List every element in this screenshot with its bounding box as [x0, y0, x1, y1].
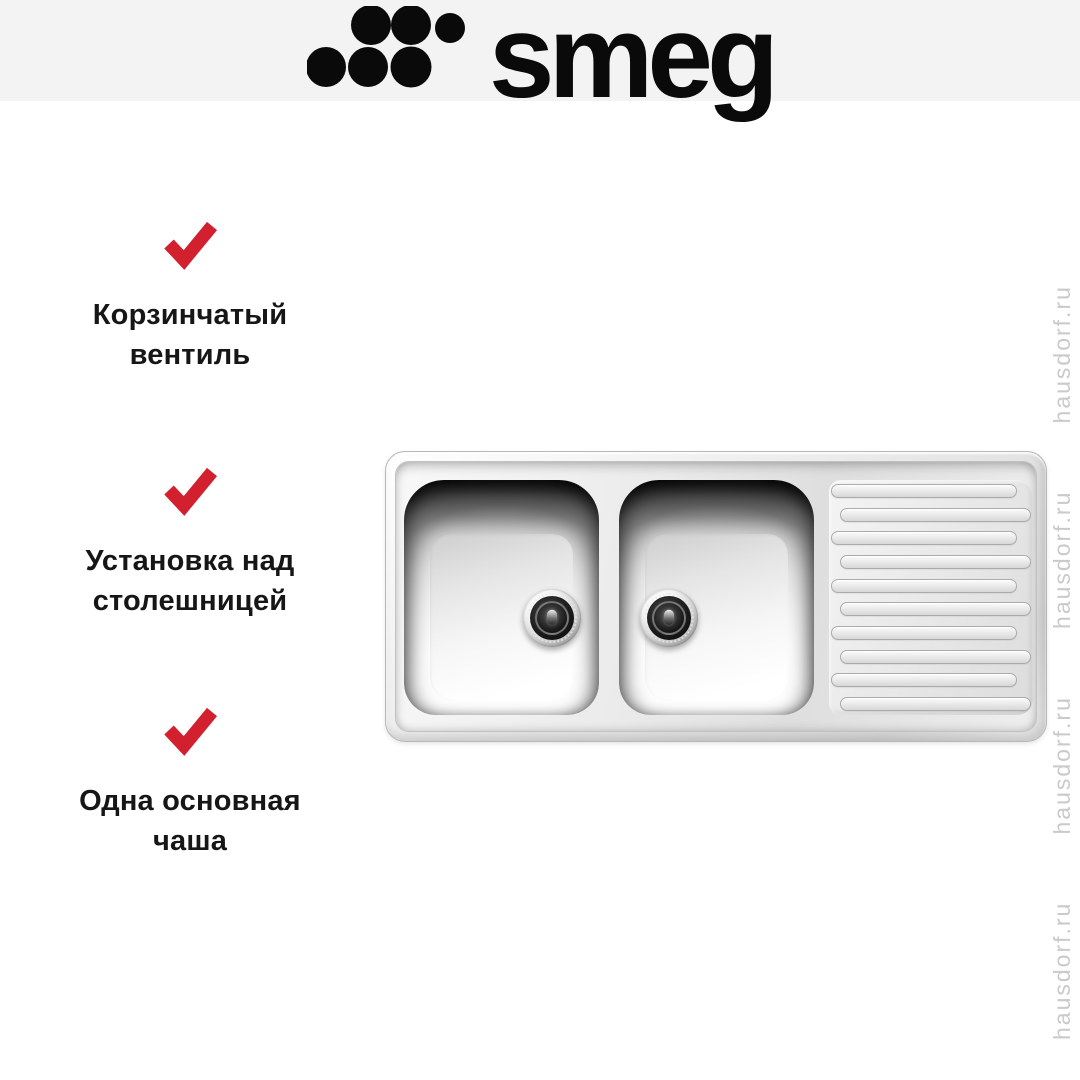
product-image-sink [385, 451, 1047, 742]
drainboard-ridge [840, 602, 1031, 616]
drainboard-ridge [831, 484, 1017, 498]
checkmark-icon [162, 466, 218, 516]
watermark [1049, 0, 1079, 1040]
sink-drainboard [829, 480, 1033, 715]
sink-bowl-right [619, 480, 814, 715]
drainboard-ridge [840, 555, 1031, 569]
feature-item-main-bowl [58, 706, 322, 861]
drain-knob [664, 610, 674, 625]
feature-label: Установка над столешницей [85, 545, 295, 617]
smeg-logo-dots-icon [307, 6, 467, 90]
feature-label: Корзинчатый вентиль [92, 299, 288, 371]
feature-label: Одна основная чаша [79, 785, 301, 857]
drainboard-ridge [831, 673, 1017, 687]
checkmark-icon [162, 706, 218, 756]
sink-bowl-left [404, 480, 599, 715]
feature-item-overmount [58, 466, 322, 621]
drainboard-ridge [831, 626, 1017, 640]
smeg-logo-text: smeg [488, 0, 774, 124]
smeg-logo [307, 0, 774, 124]
sink-drain-icon [640, 589, 698, 647]
checkmark-icon [162, 220, 218, 270]
brand-header [0, 0, 1080, 124]
feature-item-basket-valve [58, 220, 322, 375]
drainboard-ridge [840, 508, 1031, 522]
sink-drain-icon [523, 589, 581, 647]
drainboard-ridge [840, 697, 1031, 711]
drain-knob [547, 610, 557, 625]
drainboard-ridge [831, 579, 1017, 593]
watermark-text: hausdorf.ru hausdorf.ru hausdorf.ru hausdorf.ru [1049, 285, 1075, 1040]
drainboard-ridge [840, 650, 1031, 664]
drainboard-ridge [831, 531, 1017, 545]
